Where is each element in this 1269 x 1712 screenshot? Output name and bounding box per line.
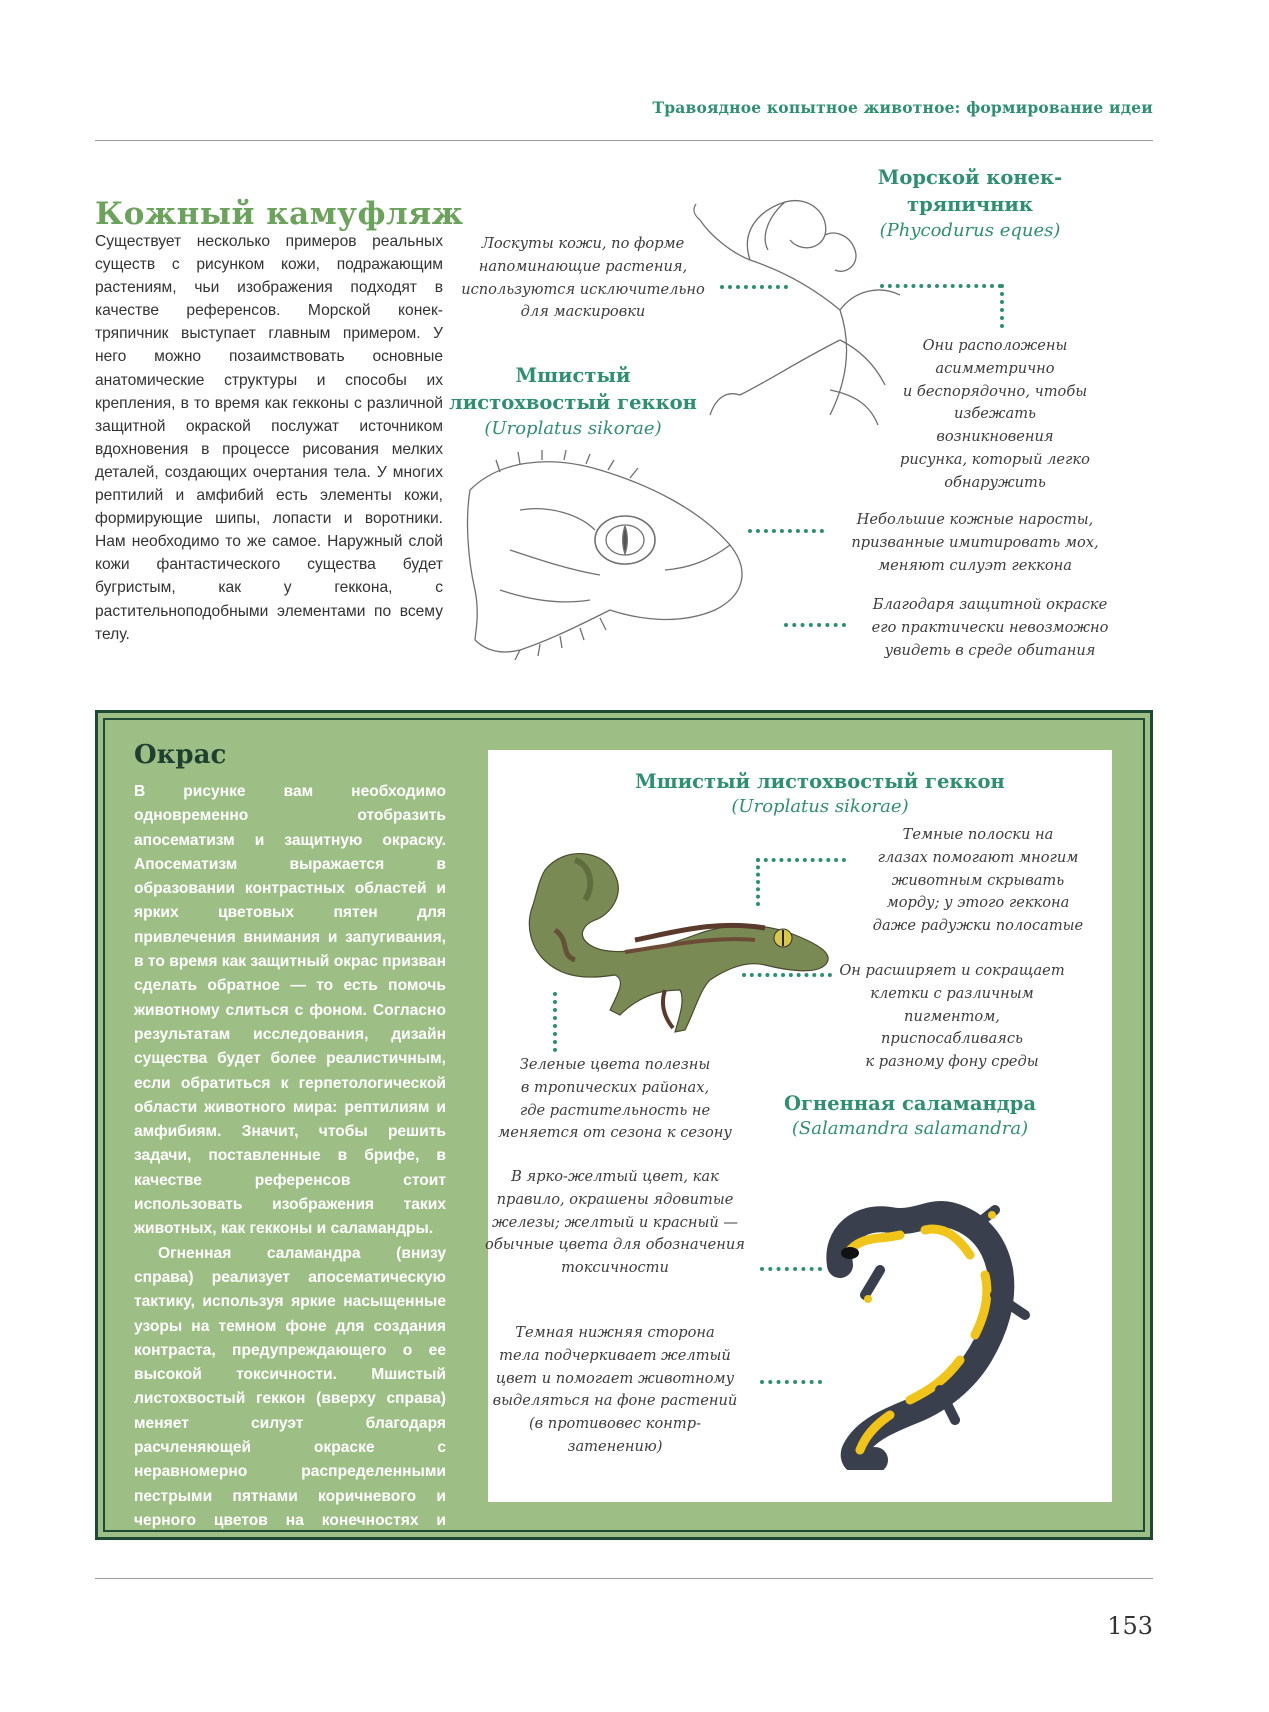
- leader-salamander-yellow: [760, 1267, 822, 1271]
- leader-seadragon-right-h: [880, 284, 1002, 288]
- leader-seadragon-right-v: [1000, 284, 1004, 328]
- header-rule: [95, 140, 1153, 141]
- salamander-note-yellow: В ярко-желтый цвет, как правило, окрашены ядовитые железы; желтый и красный — обычные цвета для обозначения токсичности: [485, 1168, 745, 1277]
- gecko-color-name: Мшистый листохвостый геккон: [635, 770, 1005, 793]
- gecko-color-latin: (Uroplatus sikorae): [731, 796, 909, 817]
- page-number: 153: [1107, 1612, 1153, 1640]
- gecko-sketch-note-1: Небольшие кожные наросты, призванные имитировать мох, меняют силуэт геккона: [851, 511, 1099, 574]
- coloration-body-p2: Огненная саламандра (внизу справа) реализует апосематическую тактику, используя яркие насыщенные узоры на темном фоне для создания контраста, предупреждающего о ее высокой токсичности. Мшистый листохвостый геккон (вверху справа) меняет силуэт благодаря расчленяющей окраске с неравномерно распределенными пестрыми пятнами коричневого и черного цветов на конечностях и морде.: [134, 1244, 446, 1554]
- leader-gecko-pigment: [742, 973, 832, 977]
- running-header: Травоядное копытное животное: формирование идеи: [652, 98, 1153, 117]
- salamander-name: Огненная саламандра: [784, 1092, 1036, 1115]
- leader-gecko-eye-v: [756, 858, 760, 906]
- seadragon-name-2: тряпичник: [907, 193, 1033, 216]
- leader-gecko-green: [553, 992, 557, 1052]
- gecko-sketch-note-2: Благодаря защитной окраске его практически невозможно увидеть в среде обитания: [871, 596, 1109, 659]
- gecko-sketch-drawing: [460, 450, 780, 660]
- gecko-sketch-name-1: Мшистый: [515, 364, 631, 387]
- leader-seadragon-left: [720, 285, 788, 289]
- salamander-note-dark: Темная нижняя сторона тела подчеркивает желтый цвет и помогает животному выделяться на фоне растений (в противовес контр- затенению): [492, 1324, 738, 1455]
- section-title-skin: Кожный камуфляж: [95, 196, 464, 232]
- coloration-title: Окрас: [134, 740, 227, 770]
- gecko-note-eyes: Темные полоски на глазах помогают многим животным скрывать морду; у этого геккона даже радужки полосатые: [872, 826, 1084, 935]
- seadragon-latin: (Phycodurus eques): [879, 220, 1061, 241]
- seadragon-note-left: Лоскуты кожи, по форме напоминающие растения, используются исключительно для маскировки: [461, 235, 705, 321]
- gecko-color-drawing: [515, 840, 845, 1050]
- coloration-body-p1: В рисунке вам необходимо одновременно отобразить апосематизм и защитную окраску. Апосематизм выражается в образовании контрастных областей и ярких цветовых пятен для привлечения внимания и запугивания, в то время как защитный окрас призван сделать обратное — то есть помочь животному слиться с фоном. Согласно результатам исследования, дизайн существа будет более реалистичным, если обратиться к герпетологической области животного мира: рептилиям и амфибиям. Значит, чтобы решить задачи, поставленные в брифе, в качестве референсов стоит использовать изображения таких животных, как гекконы и саламандры.: [134, 783, 446, 1238]
- gecko-note-green: Зеленые цвета полезны в тропических районах, где растительность не меняется от сезона к сезону: [498, 1056, 732, 1142]
- gecko-sketch-name-2: листохвостый геккон: [449, 391, 697, 414]
- salamander-latin: (Salamandra salamandra): [791, 1118, 1029, 1139]
- footer-rule: [95, 1578, 1153, 1579]
- skin-body-text: Существует несколько примеров реальных существ с рисунком кожи, подражающим растениям, чьи изображения подходят в качестве референсов. Морской конек-тряпичник выступает главным примером. У него можно позаимствовать основные анатомические структуры и способы их крепления, в то время как гекконы с различной защитной окраской послужат источником вдохновения в процессе рисования мелких деталей, создающих очертания тела. У многих рептилий и амфибий есть элементы кожи, формирующие шипы, лопасти и воротники. Нам необходимо то же самое. Наружный слой кожи фантастического существа будет бугристым, как у геккона, с растительноподобными элементами по всему телу.: [95, 233, 443, 643]
- leader-gecko-sketch-2: [784, 623, 846, 627]
- leader-gecko-eye-h: [756, 858, 846, 862]
- leader-salamander-dark: [760, 1380, 822, 1384]
- seadragon-note-right: Они расположены асимметрично и беспорядочно, чтобы избежать возникновения рисунка, который легко обнаружить: [900, 337, 1090, 491]
- leader-gecko-sketch-1: [748, 529, 824, 533]
- salamander-drawing: [820, 1175, 1050, 1470]
- gecko-sketch-latin: (Uroplatus sikorae): [484, 418, 662, 439]
- coloration-body: [134, 780, 446, 1558]
- seadragon-name-1: Морской конек-: [877, 166, 1063, 189]
- gecko-note-pigment: Он расширяет и сокращает клетки с различным пигментом, приспосабливаясь к разному фону среды: [839, 962, 1065, 1071]
